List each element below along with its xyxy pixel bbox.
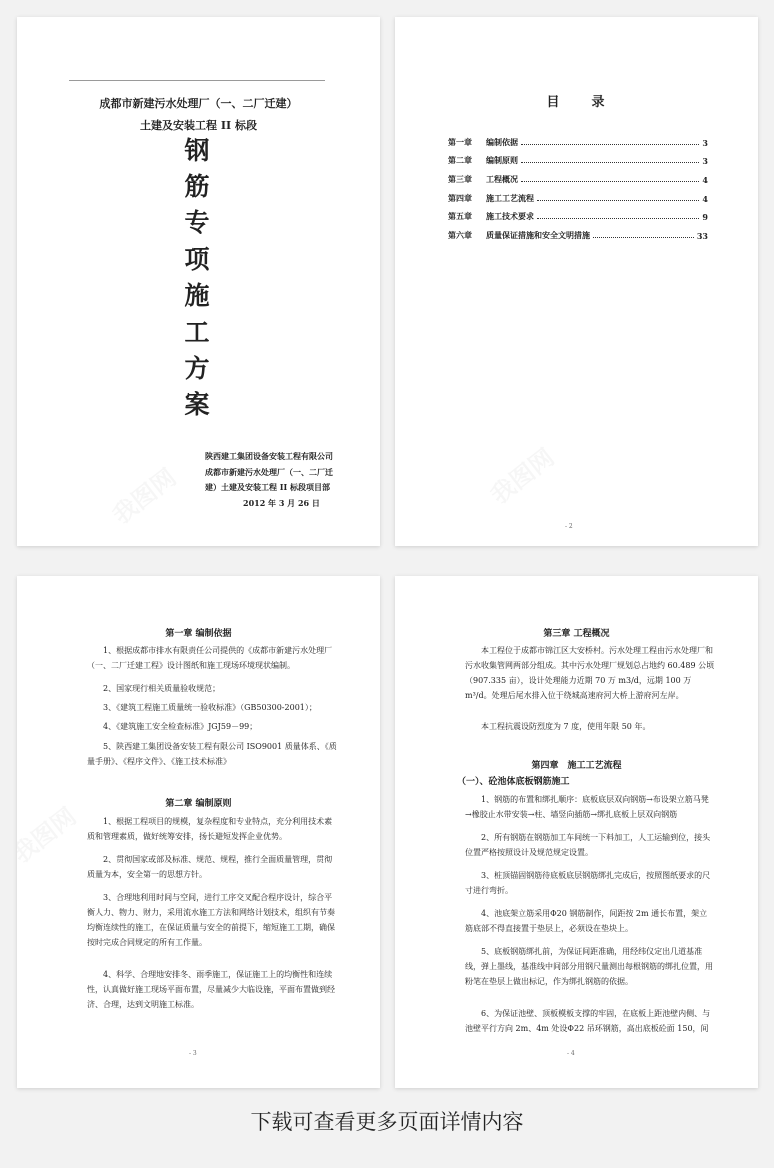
paragraph: 3、合理地利用时间与空间，进行工序交叉配合程序设计，综合平衡人力、物力、财力，采用流水施工方法和网络计划技术，组织有节奏均衡连续性的施工，在保证质量与安全的前提下，缩短施工工期，确保按时完成合同规定的所有工作量。 [87, 893, 335, 947]
vertical-title-char: 项 [184, 245, 210, 274]
page-number: - 3 [189, 1050, 197, 1057]
paragraph: 1、根据成都市排水有限责任公司提供的《成都市新建污水处理厂（一、二厂迁建工程》设计图纸和施工现场环境现状编制。 [87, 646, 333, 670]
vertical-title-char: 案 [184, 390, 210, 419]
toc-leader [593, 237, 694, 238]
org-line: 建）土建及安装工程 II 标段项目部 [205, 482, 331, 492]
toc-leader [521, 181, 699, 182]
document-page-3 [17, 576, 380, 1088]
toc-entry-title: 质量保证措施和安全文明措施 [486, 230, 590, 240]
toc-page: 4 [702, 194, 708, 204]
page-number: - 4 [567, 1050, 575, 1057]
toc-entry[interactable] [448, 208, 708, 222]
toc-page: 9 [702, 212, 708, 222]
paragraph: 2、贯彻国家或部及标准、规范、规程，推行全面质量管理，贯彻质量为本，安全第一的思想方针。 [87, 855, 333, 879]
toc-leader [537, 218, 699, 219]
org-line: 陕西建工集团设备安装工程有限公司 [205, 451, 333, 461]
toc-chapter: 第五章 [448, 211, 472, 221]
document-page-toc [395, 17, 758, 546]
paragraph: 2、国家现行相关质量验收规范； [103, 684, 221, 693]
vertical-title-char: 钢 [184, 136, 210, 165]
vertical-title-char: 筋 [184, 172, 210, 201]
toc-chapter: 第四章 [448, 193, 472, 203]
paragraph: 4、《建筑施工安全检查标准》JGJ59－99； [103, 722, 258, 731]
toc-entry[interactable] [448, 171, 708, 185]
paragraph: 5、陕西建工集团设备安装工程有限公司 ISO9001 质量体系、《质量手册》、《程序文件》、《施工技术标准》 [87, 742, 337, 766]
toc-chapter: 第二章 [448, 155, 472, 165]
toc-entry[interactable] [448, 190, 708, 204]
paragraph: 1、钢筋的布置和绑扎顺序：底板底层双向钢筋→布设架立筋马凳→橡胶止水带安装→柱、墙竖向插筋→绑扎底板上层双向钢筋 [465, 795, 709, 819]
cover-date: 2012 年 3 月 26 日 [243, 498, 320, 508]
paragraph: 1、根据工程项目的规模，复杂程度和专业特点，充分利用技术素质和管理素质，做好统筹安排，扬长避短发挥企业优势。 [87, 817, 333, 841]
org-line: 成都市新建污水处理厂（一、二厂迁 [205, 467, 333, 477]
paragraph: 本工程位于成都市锦江区大安桥村。污水处理工程由污水处理厂和污水收集管网两部分组成。其中污水处理厂规划总占地约 60.489 公顷（907.335 亩），设计处理能力近期 70 万 m3/d，远期 100 万 m³/d。处理后尾水排入位于绕城高速府河大桥上游府河左岸。 [465, 646, 715, 700]
toc-entry[interactable] [448, 134, 708, 148]
chapter-heading: 第三章 工程概况 [543, 629, 610, 639]
toc-leader [537, 200, 699, 201]
watermark [482, 439, 560, 511]
paragraph: 3、桩顶锚固钢筋待底板底层钢筋绑扎完成后，按照图纸要求的尺寸进行弯折。 [465, 871, 711, 895]
toc-chapter: 第六章 [448, 230, 472, 240]
chapter-heading: 第一章 编制依据 [165, 629, 232, 639]
paragraph: 本工程抗震设防烈度为 7 度，使用年限 50 年。 [481, 722, 651, 731]
toc-page: 3 [702, 156, 708, 166]
toc-leader [521, 144, 699, 145]
cover-title-line2: 土建及安装工程 II 标段 [140, 119, 257, 132]
section-heading: （一）、砼池体底板钢筋施工 [457, 777, 570, 787]
paragraph: 2、所有钢筋在钢筋加工车间统一下料加工，人工运输到位，接头位置严格按照设计及规范规定设置。 [465, 833, 711, 857]
toc-entry[interactable] [448, 227, 708, 241]
page-number: - 2 [565, 523, 573, 530]
toc-page: 33 [696, 231, 708, 241]
paragraph: 4、科学、合理地安排冬、雨季施工，保证施工上的均衡性和连续性，认真做好施工现场平面布置，尽量减少大临设施，平面布置做到经济、合理，达到文明施工标准。 [87, 970, 335, 1009]
chapter-heading: 第四章 施工工艺流程 [531, 761, 622, 771]
paragraph: 6、为保证池壁、顶板模板支撑的牢固，在底板上距池壁内侧、与池壁平行方向 2m、4m 处设Φ22 吊环钢筋，高出底板砼面 150，间 [465, 1009, 711, 1033]
title-rule [69, 80, 325, 81]
toc-entry-title: 编制原则 [486, 155, 518, 165]
document-page-4 [395, 576, 758, 1088]
toc-entry-title: 工程概况 [486, 174, 518, 184]
vertical-title-char: 专 [184, 208, 210, 237]
cover-title-line1: 成都市新建污水处理厂（一、二厂迁建） [99, 97, 298, 110]
toc-page: 4 [702, 175, 708, 185]
toc-title: 目 录 [546, 95, 607, 110]
chapter-heading: 第二章 编制原则 [165, 799, 232, 809]
paragraph: 3、《建筑工程施工质量统一验收标准》（GB50300-2001）； [103, 703, 317, 712]
toc-leader [521, 162, 699, 163]
toc-entry-title: 施工工艺流程 [486, 193, 534, 203]
toc-entry-title: 施工技术要求 [486, 211, 534, 221]
vertical-title-char: 方 [184, 354, 210, 383]
toc-chapter: 第三章 [448, 174, 472, 184]
toc-page: 3 [702, 138, 708, 148]
toc-entry[interactable] [448, 152, 708, 166]
download-more-text[interactable]: 下载可查看更多页面详情内容 [250, 1110, 524, 1134]
toc-chapter: 第一章 [448, 137, 472, 147]
paragraph: 5、底板钢筋绑扎前，为保证间距准确，用经纬仪定出几道基准线，弹上墨线，基准线中间部分用钢尺量测出每根钢筋的绑扎位置，用粉笔在垫层上做出标记，作为绑扎钢筋的依据。 [465, 947, 713, 986]
document-page-cover [17, 17, 380, 546]
watermark [104, 459, 182, 531]
vertical-title-char: 工 [184, 318, 210, 347]
vertical-title-char: 施 [184, 281, 210, 310]
toc-entry-title: 编制依据 [486, 137, 518, 147]
paragraph: 4、池底架立筋采用Φ20 钢筋制作，间距按 2m 通长布置，架立筋底部不得直接置于垫层上，必须设在垫块上。 [465, 909, 708, 933]
